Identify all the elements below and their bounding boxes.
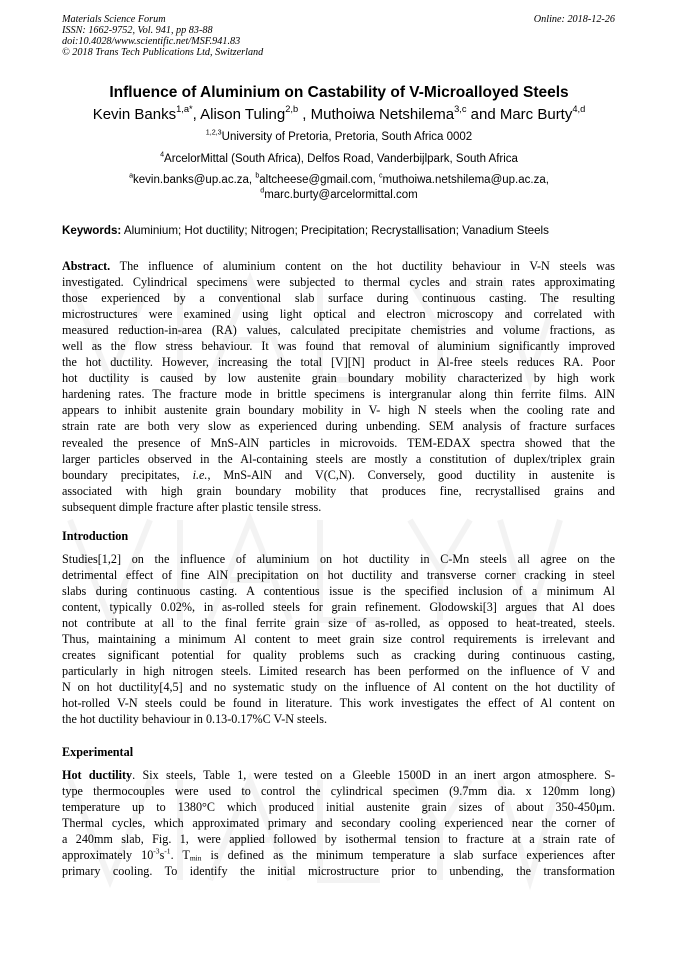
abstract-line: well as the flow stress behaviour. It was found that removal of aluminium significantly improved	[62, 339, 615, 354]
author-name: Muthoiwa Netshilema	[310, 106, 455, 123]
subsection-heading-hot-ductility: Hot ductility	[62, 768, 133, 782]
abstract-line: hot ductility is caused by low austenite grain boundary mobility characterized by high work	[62, 371, 615, 386]
abstract-line: measured reduction-in-area (RA) values, calculated precipitate chemistries and volume fractions, as	[62, 323, 615, 338]
intro-line: detrimental effect of fine AlN precipitation on hot ductility and transverse corner cracking in steel	[62, 568, 615, 583]
intro-line: the hot ductility behaviour in 0.13-0.17%C V-N steels.	[62, 712, 328, 727]
abstract-line: those experienced by a conventional slab surface during continuous casting. The resulting	[62, 291, 615, 306]
section-heading-experimental: Experimental	[62, 745, 134, 759]
abstract-line: subsequent dimple fracture after plastic tensile stress.	[62, 499, 322, 514]
intro-line: content, typically 0.02%, in as-rolled steels for grain refinement. Glodowski[3] argues that Al does	[62, 600, 615, 615]
abstract-line	[62, 467, 615, 483]
copyright-line: © 2018 Trans Tech Publications Ltd, Switzerland	[62, 47, 264, 58]
online-date: Online: 2018-12-26	[533, 14, 615, 25]
experimental-line: Thermal cycles, which approximated primary and secondary cooling experienced near the corner of	[62, 816, 615, 831]
experimental-line: temperature up to 1380°C which produced initial austenite grain sizes of about 350-450μm.	[62, 800, 615, 815]
email-link[interactable]: marc.burty@arcelormittal.com	[264, 189, 418, 201]
abstract-line: microstructures were examined using light optical and electron microscopy and correlated with	[62, 307, 615, 322]
intro-line: particularly in high nitrogen steels. Limited research has been performed on the influence of V and	[62, 664, 615, 679]
keywords-label: Keywords:	[62, 224, 122, 237]
affiliation-line	[0, 128, 678, 143]
abstract-line: appears to inhibit austenite grain boundary mobility in V- high N steels when the cooling rate and	[62, 403, 615, 418]
author-separator: ,	[298, 106, 311, 123]
email-mark: b	[255, 171, 260, 180]
intro-line: not contribute at all to the final ferrite grain size of as-rolled, as opposed to heat-treated, steels.	[62, 616, 615, 631]
journal-name: Materials Science Forum	[62, 14, 166, 25]
intro-line: creates significant potential for quality problems such as cracking during continuous casting,	[62, 648, 615, 663]
author-name: Kevin Banks	[92, 106, 177, 123]
publication-header	[62, 14, 615, 58]
affiliation-mark: 4	[160, 150, 165, 159]
email-mark: a	[129, 171, 134, 180]
experimental-line: a 240mm slab, Fig. 1, were applied followed by isothermal tension to fracture at a strain rate of	[62, 832, 615, 847]
abstract-line: strain rate are both very slow as experienced during unbending. SEM analysis of fracture surfaces	[62, 419, 615, 434]
exponent: -3	[153, 846, 160, 856]
experimental-text: is defined as the minimum temperature a slab surface experiences after	[201, 848, 615, 863]
author-name: Alison Tuling	[200, 106, 286, 123]
affiliation-mark: 1,2,3	[205, 128, 222, 137]
author-affiliation-mark: 3,c	[454, 104, 467, 115]
abstract-line: larger particles observed in the Al-containing steels are mostly a constitution of duplex/triplex grain	[62, 451, 615, 466]
keywords	[62, 224, 618, 237]
author-separator: and	[466, 106, 500, 123]
email-line	[0, 171, 678, 186]
experimental-line	[62, 767, 615, 783]
affiliation-text: University of Pretoria, Pretoria, South Africa 0002	[221, 131, 473, 143]
email-link[interactable]: muthoiwa.netshilema@up.ac.za,	[382, 174, 549, 186]
intro-line: hot-rolled V-N steels could be found in literature. This work investigates the effect of Al content on	[62, 696, 615, 711]
experimental-text: . Six steels, Table 1, were tested on a Gleeble 1500D in an inert argon atmosphere. S-	[132, 768, 616, 782]
experimental-text: . T	[170, 848, 190, 863]
experimental-body	[62, 767, 615, 879]
abstract-line	[62, 258, 615, 274]
email-mark: c	[378, 171, 383, 180]
abstract-italic: i.e.	[192, 467, 208, 482]
paper-title: Influence of Aluminium on Castability of V-Microalloyed Steels	[109, 84, 569, 101]
author-list	[0, 106, 678, 123]
author-name: Marc Burty	[499, 106, 573, 123]
doi-line: doi:10.4028/www.scientific.net/MSF.941.83	[62, 36, 241, 47]
abstract-line: the hot ductility. However, increasing the total [V][N] product in Al-free steels reduces RA. Poor	[62, 355, 615, 370]
experimental-line	[62, 847, 615, 863]
author-affiliation-mark: 1,a*	[176, 104, 193, 115]
intro-line: Studies[1,2] on the influence of aluminium on hot ductility in C-Mn steels all agree on the	[62, 552, 615, 566]
abstract	[62, 258, 615, 515]
introduction-body	[62, 551, 615, 728]
abstract-text: boundary precipitates,	[62, 467, 193, 482]
abstract-line: investigated. Cylindrical specimens were subjected to thermal cycles and strain rates approximating	[62, 275, 615, 290]
experimental-text: approximately 10	[62, 848, 154, 863]
abstract-text: The influence of aluminium content on the hot ductility behaviour in V-N steels was	[110, 259, 615, 273]
email-mark: d	[260, 186, 265, 195]
author-affiliation-mark: 4,d	[572, 104, 586, 115]
abstract-line: hardening rates. The fracture mode in brittle specimens is intergranular along thin ferrite films. AlN	[62, 387, 615, 402]
section-heading-introduction: Introduction	[62, 529, 129, 543]
experimental-text: s	[159, 848, 165, 863]
issn-line: ISSN: 1662-9752, Vol. 941, pp 83-88	[62, 25, 213, 36]
email-link[interactable]: altcheese@gmail.com,	[259, 174, 379, 186]
keywords-text: Aluminium; Hot ductility; Nitrogen; Precipitation; Recrystallisation; Vanadium Steels	[121, 224, 549, 237]
author-separator: ,	[192, 106, 201, 123]
subscript: min	[189, 853, 202, 863]
experimental-line: primary cooling. To identify the initial microstructure prior to unbending, the transformation	[62, 864, 615, 879]
exponent: -1	[164, 846, 171, 856]
abstract-line: associated with high grain boundary mobility that produces fine, recrystallised grains and	[62, 483, 615, 498]
intro-line: N on hot ductility[4,5] and no systematic study on the influence of Al content on the hot ductility of	[62, 680, 615, 695]
intro-line: slabs during continuous casting. A contentious issue is the specified inclusion of a minimum Al	[62, 584, 615, 599]
affiliation-line	[0, 150, 678, 165]
affiliation-text: ArcelorMittal (South Africa), Delfos Road, Vanderbijlpark, South Africa	[164, 153, 518, 165]
author-affiliation-mark: 2,b	[285, 104, 299, 115]
email-link[interactable]: kevin.banks@up.ac.za,	[133, 174, 256, 186]
email-line	[0, 186, 678, 201]
abstract-label: Abstract.	[62, 259, 111, 273]
abstract-line: revealed the presence of MnS-AlN particles in microvoids. TEM-EDAX spectra showed that the	[62, 435, 615, 450]
intro-line: Thus, maintaining a minimum Al content to meet grain size control requirements is irrelevant and	[62, 632, 615, 647]
experimental-line: type thermocouples were used to control the cylindrical specimen (9.7mm dia. x 120mm long)	[62, 784, 615, 799]
abstract-text: , MnS-AlN and V(C,N). Conversely, good ductility in austenite is	[207, 467, 615, 482]
